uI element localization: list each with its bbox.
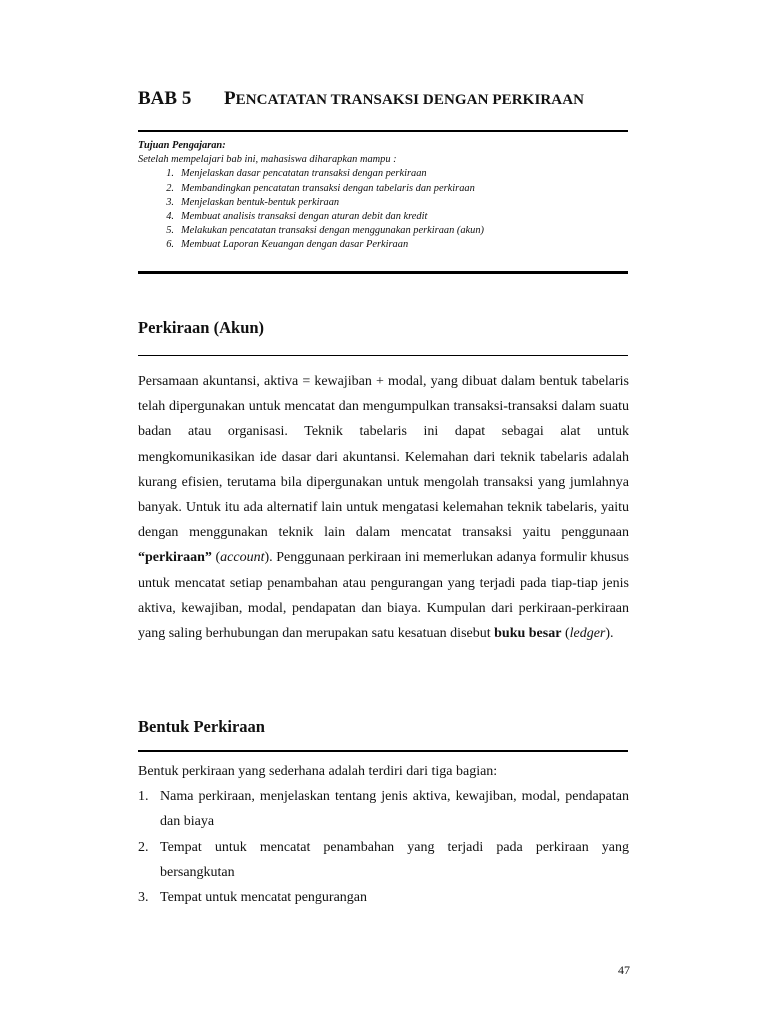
rule-top	[138, 130, 628, 132]
section2-content	[138, 759, 629, 910]
rule-objectives-bottom	[138, 271, 628, 274]
objectives-intro: Setelah mempelajari bab ini, mahasiswa diharapkan mampu :	[138, 154, 397, 166]
section1-paragraph: Persamaan akuntansi, aktiva = kewajiban + modal, yang dibuat dalam bentuk tabelaris telah dipergunakan untuk mencatat dan mengumpulkan transaksi-transaksi dalam suatu badan atau organisasi. Teknik tabelaris ini dapat sebagai alat untuk mengkomunikasikan ide dasar dari akuntansi. Kelemahan dari teknik tabelaris adalah kurang efisien, terutama bila dipergunakan untuk mengolah transaksi yang jumlahnya banyak. Untuk itu ada alternatif lain untuk mengatasi kelemahan teknik tabelaris, yaitu dengan menggunakan teknik lain dalam mencatat transaksi yaitu penggunaan “perkiraan” (account). Penggunaan perkiraan ini memerlukan adanya formulir khusus untuk mencatat setiap penambahan atau pengurangan yang terjadi pada tiap-tiap jenis aktiva, kewajiban, modal, pendapatan dan biaya. Kumpulan dari perkiraan-perkiraan yang saling berhubungan dan merupakan satu kesatuan disebut buku besar (ledger).	[138, 374, 630, 642]
learning-objectives	[138, 139, 628, 253]
term-account: account	[220, 550, 265, 566]
objective-item: 6. Membuat Laporan Keuangan dengan dasar Perkiraan	[166, 239, 409, 251]
term-buku-besar: buku besar	[494, 626, 562, 642]
objective-item: 3. Menjelaskan bentuk-bentuk perkiraan	[166, 196, 340, 208]
section2-list	[138, 784, 629, 910]
chapter-title	[138, 88, 638, 110]
chapter-number: BAB 5	[138, 88, 192, 109]
term-ledger: ledger	[569, 626, 606, 642]
objectives-list	[138, 167, 628, 252]
list-item: 1. Nama perkiraan, menjelaskan tentang jenis aktiva, kewajiban, modal, pendapatan dan biaya	[138, 789, 629, 830]
list-item: 2. Tempat untuk mencatat penambahan yang terjadi pada perkiraan yang bersangkutan	[138, 839, 629, 880]
objective-item: 2. Membandingkan pencatatan transaksi dengan tabelaris dan perkiraan	[166, 182, 475, 194]
rule-section1	[138, 355, 628, 356]
objective-item: 4. Membuat analisis transaksi dengan aturan debit dan kredit	[166, 211, 428, 223]
section-heading-bentuk: Bentuk Perkiraan	[138, 717, 265, 736]
objective-item: 1. Menjelaskan dasar pencatatan transaksi dengan perkiraan	[166, 168, 427, 180]
page-number: 47	[618, 963, 630, 977]
section-heading-perkiraan: Perkiraan (Akun)	[138, 318, 265, 337]
chapter-title-rest: ENCATATAN TRANSAKSI DENGAN PERKIRAAN	[235, 92, 585, 108]
term-perkiraan: “perkiraan”	[138, 550, 212, 566]
rule-section2	[138, 750, 628, 752]
objective-item: 5. Melakukan pencatatan transaksi dengan menggunakan perkiraan (akun)	[166, 225, 484, 237]
objectives-heading: Tujuan Pengajaran:	[138, 140, 226, 151]
chapter-title-initial: P	[224, 88, 236, 109]
section2-intro: Bentuk perkiraan yang sederhana adalah terdiri dari tiga bagian:	[138, 764, 498, 779]
list-item: 3. Tempat untuk mencatat pengurangan	[138, 890, 367, 906]
